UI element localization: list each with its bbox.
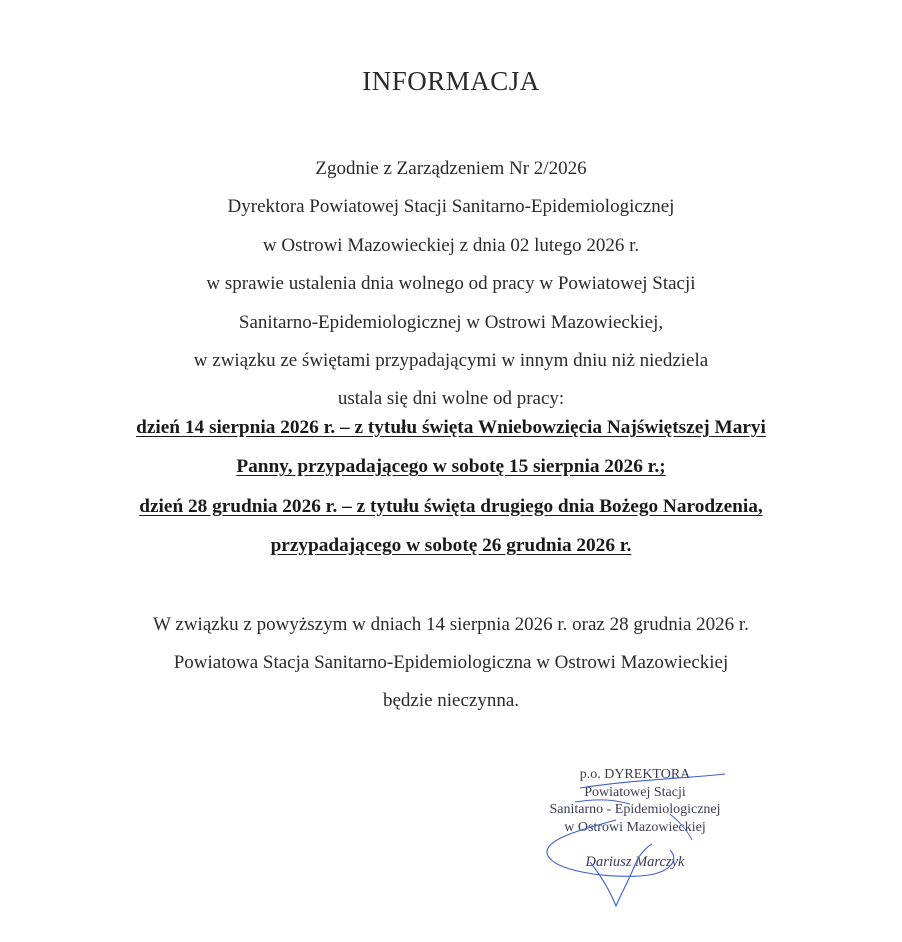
handwritten-signature — [520, 760, 750, 920]
intro-line: Zgodnie z Zarządzeniem Nr 2/2026 — [315, 158, 587, 179]
days-off-list — [0, 408, 902, 565]
stamp-line: Powiatowej Stacji — [584, 784, 686, 800]
stamp-line: Sanitarno - Epidemiologicznej — [549, 802, 721, 817]
day-off-line: przypadającego w sobotę 26 grudnia 2026 r. — [270, 534, 632, 556]
stamp-line: w Ostrowi Mazowieckiej — [564, 819, 706, 835]
intro-line: ustala się dni wolne od pracy: — [337, 388, 565, 410]
intro-line: Sanitarno-Epidemiologicznej w Ostrowi Mazowieckiej, — [238, 311, 664, 333]
day-off-line: Panny, przypadającego w sobotę 15 sierpnia 2026 r.; — [236, 456, 666, 478]
document-title: INFORMACJA — [362, 66, 540, 96]
intro-paragraph — [0, 150, 902, 419]
day-off-line: dzień 28 grudnia 2026 r. – z tytułu święta drugiego dnia Bożego Narodzenia, — [139, 495, 763, 517]
intro-line: w sprawie ustalenia dnia wolnego od pracy w Powiatowej Stacji — [206, 273, 696, 295]
stamp-line: p.o. DYREKTORA — [579, 767, 691, 782]
closure-line: będzie nieczynna. — [382, 690, 520, 711]
intro-line: w związku ze świętami przypadającymi w innym dniu niż niedziela — [193, 350, 709, 372]
closure-line: Powiatowa Stacja Sanitarno-Epidemiologiczna w Ostrowi Mazowieckiej — [173, 652, 729, 673]
stamp-name: Dariusz Marczyk — [585, 854, 685, 870]
day-off-line: dzień 14 sierpnia 2026 r. – z tytułu święta Wniebowzięcia Najświętszej Maryi — [136, 417, 766, 438]
intro-line: w Ostrowi Mazowieckiej z dnia 02 lutego 2026 r. — [262, 234, 640, 256]
closure-paragraph — [0, 606, 902, 720]
closure-line: W związku z powyższym w dniach 14 sierpnia 2026 r. oraz 28 grudnia 2026 r. — [153, 614, 749, 635]
intro-line: Dyrektora Powiatowej Stacji Sanitarno-Epidemiologicznej — [227, 196, 675, 218]
